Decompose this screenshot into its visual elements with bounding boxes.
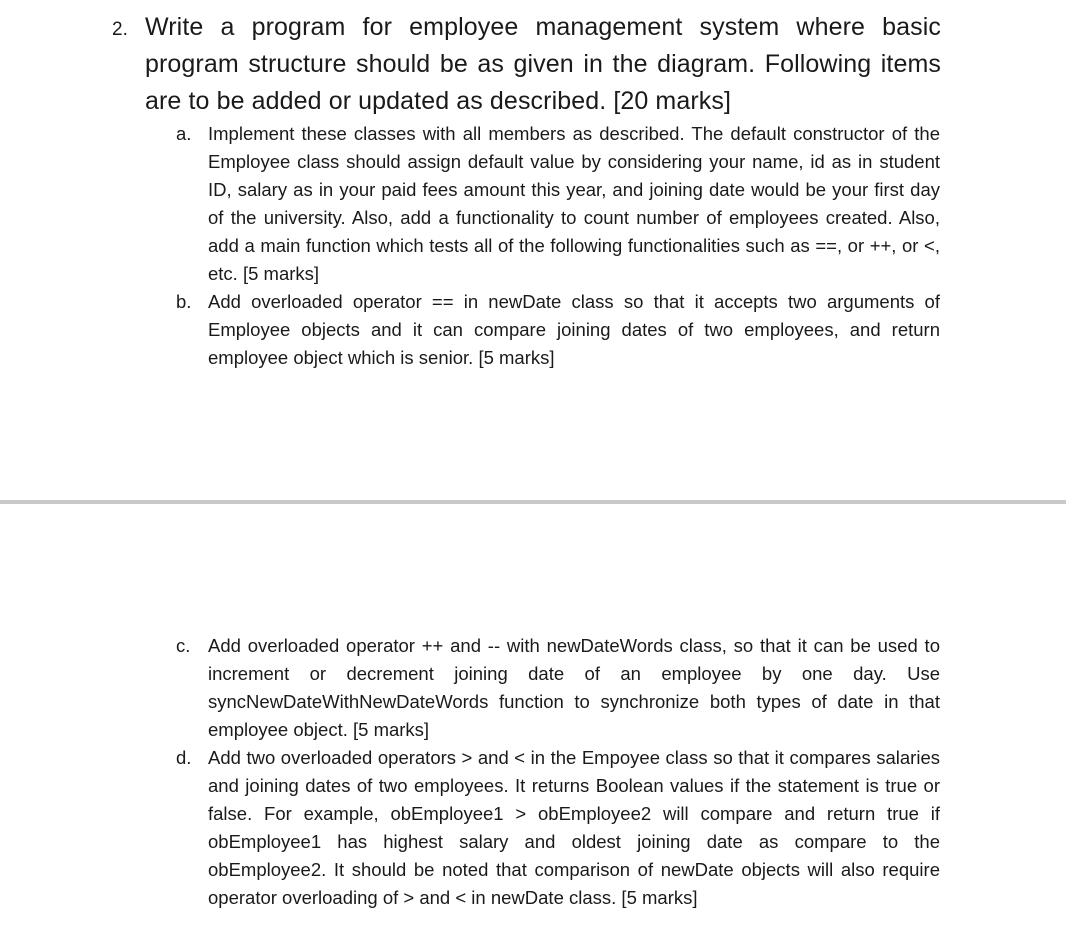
question-text: Write a program for employee management system where basic program structure should be as given in the diagram. Following items are to be added or updated as described. [20 marks] xyxy=(145,13,941,115)
question-number: 2. xyxy=(112,19,128,40)
item-text: Implement these classes with all members as described. The default constructor of the Employee class should assign default value by considering your name, id as in student ID, salary as in your paid fees amount this year, and joining date would be your first day of the university. Also, add a functionality to count number of employees created. Also, add a main function which tests all of the following functionalities such as ==, or ++, or <, etc. [5 marks] xyxy=(208,123,940,284)
item-text: Add overloaded operator ++ and -- with newDateWords class, so that it can be used to increment or decrement joining date of an employee by one day. Use syncNewDateWithNewDateWords function to synchronize both types of date in that employee object. [5 marks] xyxy=(208,635,940,740)
item-letter: c. xyxy=(176,635,191,656)
item-letter: a. xyxy=(176,123,192,144)
item-text: Add two overloaded operators > and < in the Empoyee class so that it compares salaries and joining dates of two employees. It returns Boolean values if the statement is true or false. For example, obEmployee1 > obEmployee2 will compare and return true if obEmployee1 has highest salary and oldest joining date as compare to the obEmployee2. It should be noted that comparison of newDate objects will also require operator overloading of > and < in newDate class. [5 marks] xyxy=(208,747,940,908)
item-letter: b. xyxy=(176,291,192,312)
item-text: Add overloaded operator == in newDate class so that it accepts two arguments of Employee objects and it can compare joining dates of two employees, and return employee object which is senior. [5 marks] xyxy=(208,291,940,368)
page-divider xyxy=(0,500,1066,504)
item-letter: d. xyxy=(176,747,192,768)
